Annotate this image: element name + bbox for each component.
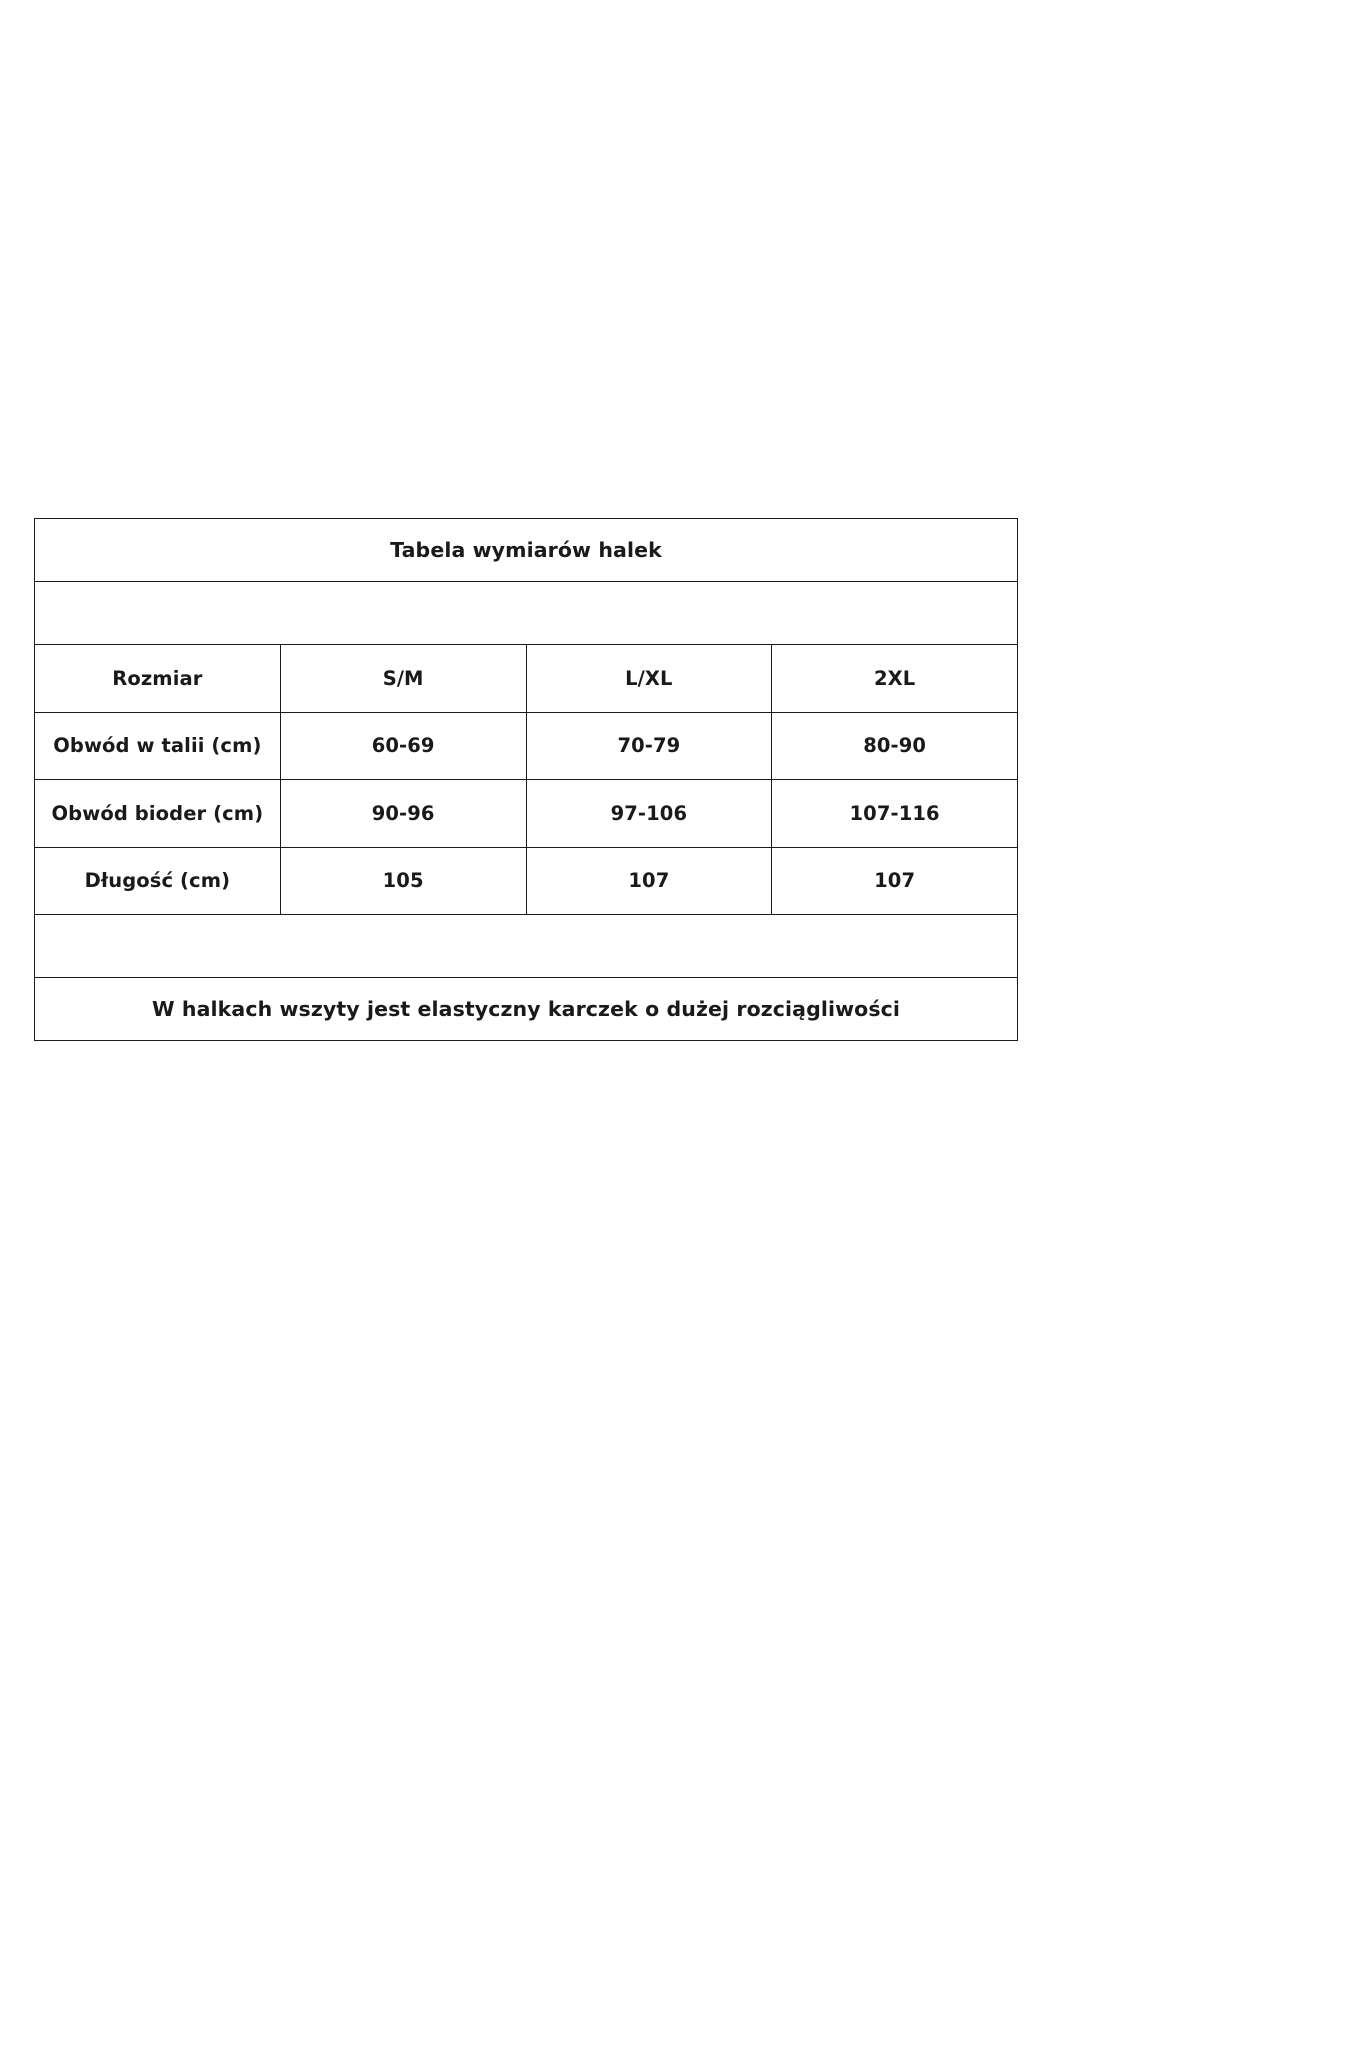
spacer-cell-bottom	[35, 915, 1018, 978]
table-spacer-row-bottom	[35, 915, 1018, 978]
table-row	[35, 780, 1018, 848]
cell-waist-2xl: 80-90	[772, 712, 1018, 780]
column-header-lxl: L/XL	[526, 645, 772, 713]
cell-hips-lxl: 97-106	[526, 780, 772, 848]
table-row	[35, 847, 1018, 915]
column-header-2xl: 2XL	[772, 645, 1018, 713]
row-label-hips: Obwód bioder (cm)	[35, 780, 281, 848]
table-footnote: W halkach wszyty jest elastyczny karczek o dużej rozciągliwości	[35, 978, 1018, 1041]
table-title-row	[35, 519, 1018, 582]
table-spacer-row-top	[35, 582, 1018, 645]
size-chart-container	[34, 518, 1018, 1041]
table-title: Tabela wymiarów halek	[35, 519, 1018, 582]
cell-hips-sm: 90-96	[280, 780, 526, 848]
cell-length-2xl: 107	[772, 847, 1018, 915]
table-footnote-row	[35, 978, 1018, 1041]
spacer-cell-top	[35, 582, 1018, 645]
size-chart-table	[34, 518, 1018, 1041]
row-label-length: Długość (cm)	[35, 847, 281, 915]
cell-hips-2xl: 107-116	[772, 780, 1018, 848]
table-header-row	[35, 645, 1018, 713]
table-row	[35, 712, 1018, 780]
cell-length-lxl: 107	[526, 847, 772, 915]
row-label-waist: Obwód w talii (cm)	[35, 712, 281, 780]
column-header-sm: S/M	[280, 645, 526, 713]
column-header-size: Rozmiar	[35, 645, 281, 713]
cell-length-sm: 105	[280, 847, 526, 915]
cell-waist-lxl: 70-79	[526, 712, 772, 780]
cell-waist-sm: 60-69	[280, 712, 526, 780]
